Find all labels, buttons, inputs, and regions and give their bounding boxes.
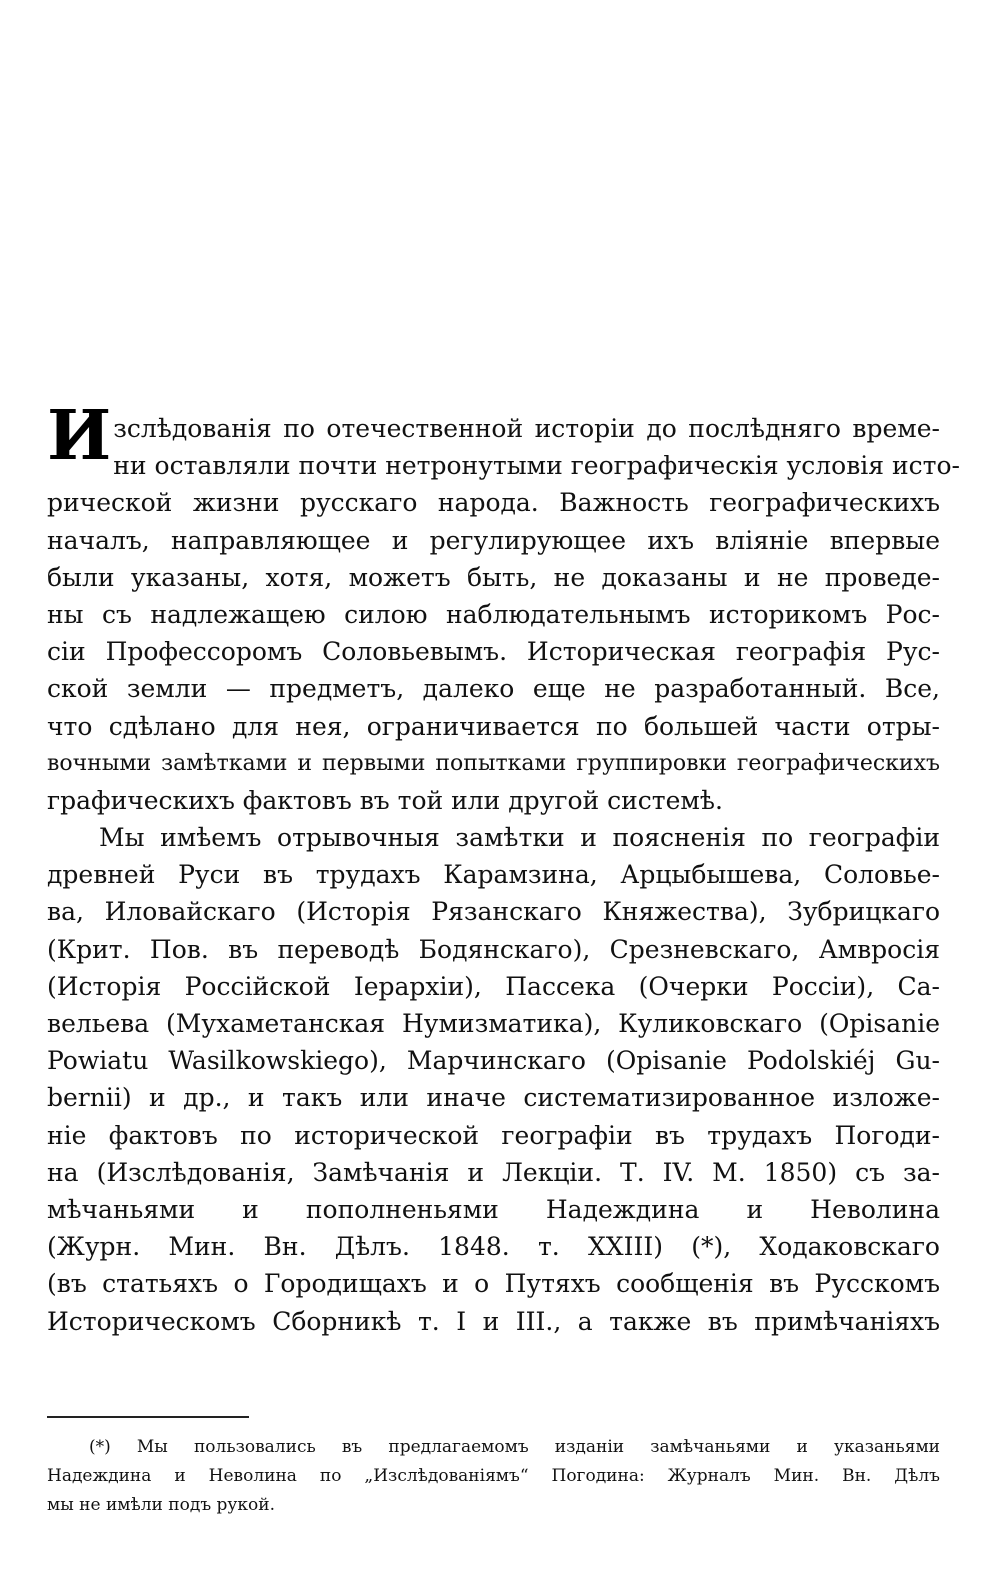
text-line: вочными замѣтками и первыми попытками группировки географическихъ	[47, 750, 940, 776]
text-line: ни оставляли почти нетронутыми географическія условія исто-	[113, 451, 960, 481]
text-line: (Исторія Россійской Іерархіи), Пассека (Очерки Россіи), Са-	[47, 971, 940, 1001]
text-line: сіи Профессоромъ Соловьевымъ. Историческая географія Рус-	[47, 637, 940, 667]
text-line: ва, Иловайскаго (Исторія Рязанскаго Княжества), Зубрицкаго	[47, 897, 940, 927]
text-line: (Журн. Мин. Вн. Дѣлъ. 1848. т. XXIII) (*), Ходаковскаго	[47, 1232, 940, 1262]
text-line: что сдѣлано для нея, ограничивается по большей части отры-	[47, 711, 940, 741]
footnote-line: мы не имѣли подъ рукой.	[47, 1495, 276, 1515]
text-line: (Крит. Пов. въ переводѣ Бодянскаго), Срезневскаго, Амвросія	[47, 934, 940, 964]
footnote-divider	[47, 1416, 249, 1418]
text-line: началъ, направляющее и регулирующее ихъ вліяніе впервые	[47, 525, 940, 555]
text-line: зслѣдованія по отечественной исторіи до послѣдняго време-	[113, 414, 940, 443]
text-line: Мы имѣемъ отрывочныя замѣтки и поясненія по географіи	[99, 823, 940, 853]
text-line: рической жизни русскаго народа. Важность географическихъ	[47, 488, 940, 518]
text-line: вельева (Мухаметанская Нумизматика), Куликовскаго (Opisanie	[47, 1009, 940, 1038]
footnote-line: Надеждина и Неволина по „Изслѣдованіямъ“ Погодина: Журналъ Мин. Вн. Дѣлъ	[47, 1466, 940, 1486]
main-text	[47, 380, 960, 1340]
text-line: были указаны, хотя, можетъ быть, не доказаны и не проведе-	[47, 562, 940, 592]
text-line: графическихъ фактовъ въ той или другой системѣ.	[47, 785, 723, 815]
dropcap-letter: И	[47, 396, 112, 476]
text-line: Историческомъ Сборникѣ т. I и III., а также въ примѣчаніяхъ	[47, 1306, 940, 1336]
text-line: ны съ надлежащею силою наблюдательнымъ историкомъ Рос-	[47, 599, 940, 629]
text-line: bernii) и др., и такъ или иначе систематизированное изложе-	[47, 1083, 940, 1113]
text-line: Powiatu Wasilkowskiego), Марчинскаго (Opisanie Podolskiéj Gu-	[47, 1046, 940, 1076]
text-line: ніе фактовъ по исторической географіи въ трудахъ Погоди-	[47, 1120, 940, 1150]
text-line: ской земли — предметъ, далеко еще не разработанный. Все,	[47, 674, 940, 704]
text-line: на (Изслѣдованія, Замѣчанія и Лекціи. Т. IV. М. 1850) съ за-	[47, 1157, 940, 1187]
footnote-line: (*) Мы пользовались въ предлагаемомъ изданіи замѣчаньями и указаньями	[89, 1437, 940, 1457]
text-line: (въ статьяхъ о Городищахъ и о Путяхъ сообщенія въ Русскомъ	[47, 1269, 940, 1299]
text-line: мѣчаньями и пополненьями Надеждина и Неволина	[47, 1194, 940, 1224]
footnote	[47, 1433, 940, 1520]
text-line: древней Руси въ трудахъ Карамзина, Арцыбышева, Соловье-	[47, 860, 940, 890]
